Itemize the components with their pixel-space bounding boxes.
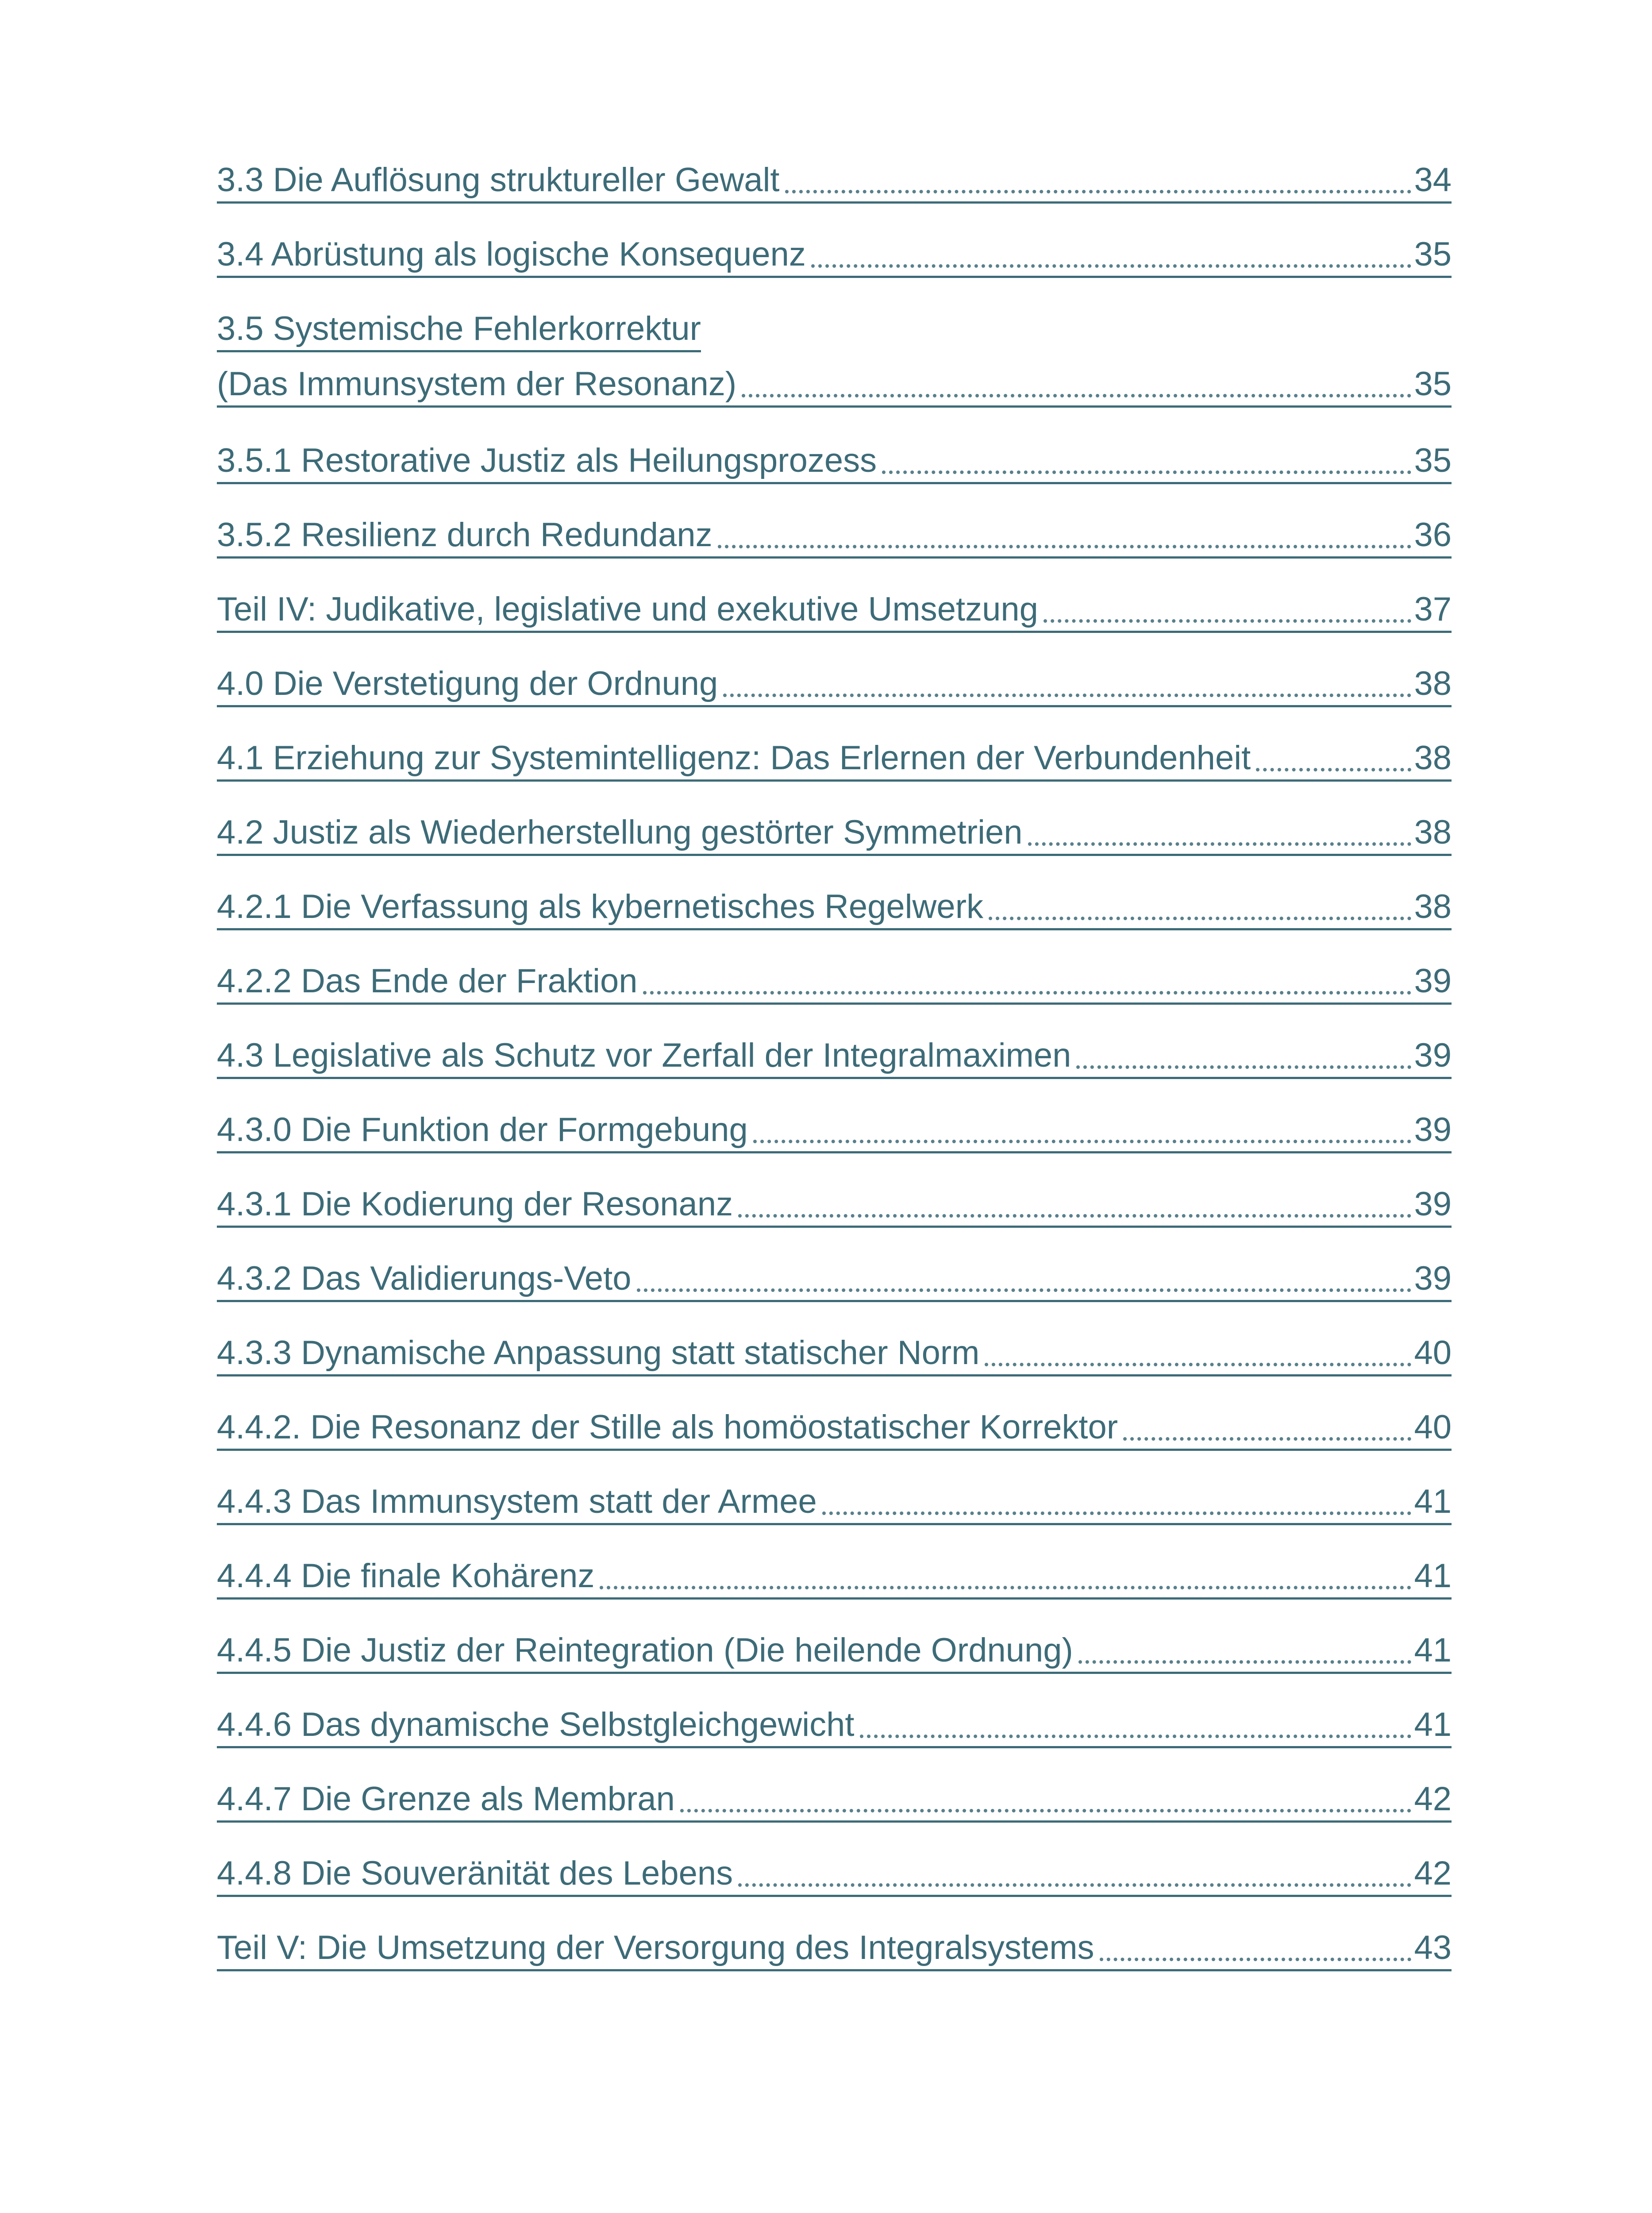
toc-entry[interactable]: [217, 306, 1452, 438]
toc-entry[interactable]: [217, 1033, 1452, 1107]
dot-leader: [643, 991, 1412, 995]
dot-leader: [753, 1140, 1412, 1143]
toc-entry-title: 4.4.3 Das Immunsystem statt der Armee: [217, 1483, 817, 1520]
toc-entry[interactable]: [217, 438, 1452, 512]
toc-entry[interactable]: [217, 586, 1452, 661]
toc-entry[interactable]: [217, 231, 1452, 306]
dot-leader: [680, 1809, 1412, 1812]
toc-entry-title: 4.4.5 Die Justiz der Reintegration (Die heilende Ordnung): [217, 1631, 1073, 1669]
toc-entry-title: 3.5.2 Resilienz durch Redundanz: [217, 516, 712, 554]
dot-leader: [860, 1735, 1412, 1738]
toc-page-number: 41: [1414, 1631, 1452, 1669]
dot-leader: [738, 1883, 1411, 1887]
toc-entry-title: Teil IV: Judikative, legislative und exekutive Umsetzung: [217, 590, 1038, 628]
toc-entry-title: 4.1 Erziehung zur Systemintelligenz: Das Erlernen der Verbundenheit: [217, 739, 1251, 777]
toc-entry[interactable]: [217, 1330, 1452, 1404]
dot-leader: [785, 190, 1412, 193]
toc-entry[interactable]: [217, 661, 1452, 735]
dot-leader: [822, 1511, 1412, 1515]
toc-page-number: 42: [1414, 1780, 1452, 1818]
dot-leader: [985, 1363, 1411, 1366]
dot-leader: [742, 394, 1411, 397]
toc-entry[interactable]: [217, 735, 1452, 810]
dot-leader: [811, 264, 1412, 268]
dot-leader: [718, 545, 1412, 548]
toc-entry-title: 3.5.1 Restorative Justiz als Heilungsprozess: [217, 442, 877, 479]
toc-page-number: 43: [1414, 1929, 1452, 1966]
toc-entry-title: 4.0 Die Verstetigung der Ordnung: [217, 665, 718, 702]
dot-leader: [1256, 768, 1411, 771]
toc-entry[interactable]: [217, 1851, 1452, 1925]
toc-entry[interactable]: [217, 1702, 1452, 1776]
toc-page-number: 39: [1414, 1185, 1452, 1223]
toc-page-number: 39: [1414, 962, 1452, 1000]
toc-page-number: 40: [1414, 1334, 1452, 1372]
toc-page-number: 35: [1414, 365, 1452, 403]
toc-entry[interactable]: [217, 1107, 1452, 1181]
toc-page-number: 35: [1414, 235, 1452, 273]
toc-entry-title: 4.2 Justiz als Wiederherstellung gestörter Symmetrien: [217, 813, 1023, 851]
toc-page-number: 38: [1414, 739, 1452, 777]
dot-leader: [989, 917, 1411, 920]
dot-leader: [1078, 1660, 1412, 1664]
dot-leader: [1028, 842, 1412, 846]
toc-entry-title: 4.3.0 Die Funktion der Formgebung: [217, 1111, 748, 1149]
toc-entry-title: 4.2.2 Das Ende der Fraktion: [217, 962, 638, 1000]
dot-leader: [637, 1288, 1412, 1292]
toc-entry[interactable]: [217, 1776, 1452, 1851]
toc-entry[interactable]: [217, 884, 1452, 958]
dot-leader: [723, 694, 1411, 697]
toc-entry-title: 3.4 Abrüstung als logische Konsequenz: [217, 235, 806, 273]
toc-entry[interactable]: [217, 1553, 1452, 1627]
table-of-contents: [217, 157, 1452, 1999]
dot-leader: [1100, 1958, 1412, 1961]
toc-entry-title: 4.3.2 Das Validierungs-Veto: [217, 1260, 632, 1297]
toc-entry[interactable]: [217, 810, 1452, 884]
toc-entry-title: 4.4.7 Die Grenze als Membran: [217, 1780, 675, 1818]
toc-page-number: 34: [1414, 161, 1452, 199]
dot-leader: [1076, 1065, 1411, 1069]
toc-entry-title: (Das Immunsystem der Resonanz): [217, 365, 737, 403]
toc-page-number: 41: [1414, 1483, 1452, 1520]
toc-entry[interactable]: [217, 1181, 1452, 1256]
toc-page-number: 38: [1414, 888, 1452, 925]
toc-page-number: 38: [1414, 813, 1452, 851]
dot-leader: [1123, 1437, 1411, 1441]
toc-entry[interactable]: [217, 512, 1452, 586]
toc-entry-title: 4.4.6 Das dynamische Selbstgleichgewicht: [217, 1706, 855, 1743]
toc-entry-title: 4.4.2. Die Resonanz der Stille als homöostatischer Korrektor: [217, 1408, 1118, 1446]
toc-entry-title: 4.2.1 Die Verfassung als kybernetisches Regelwerk: [217, 888, 984, 925]
toc-entry[interactable]: [217, 1479, 1452, 1553]
toc-page-number: 42: [1414, 1854, 1452, 1892]
toc-page-number: 37: [1414, 590, 1452, 628]
toc-page-number: 41: [1414, 1706, 1452, 1743]
toc-page-number: 39: [1414, 1260, 1452, 1297]
toc-entry[interactable]: [217, 1256, 1452, 1330]
toc-page-number: 35: [1414, 442, 1452, 479]
toc-entry[interactable]: [217, 1627, 1452, 1702]
toc-entry-title: 4.3 Legislative als Schutz vor Zerfall der Integralmaximen: [217, 1037, 1071, 1074]
dot-leader: [738, 1214, 1411, 1218]
toc-entry-title: 4.4.8 Die Souveränität des Lebens: [217, 1854, 733, 1892]
toc-entry-title: 4.3.3 Dynamische Anpassung statt statischer Norm: [217, 1334, 980, 1372]
dot-leader: [1044, 619, 1412, 623]
toc-entry[interactable]: [217, 157, 1452, 231]
toc-page-number: 39: [1414, 1037, 1452, 1074]
toc-page-number: 40: [1414, 1408, 1452, 1446]
dot-leader: [882, 470, 1411, 474]
toc-page-number: 39: [1414, 1111, 1452, 1149]
toc-page-number: 38: [1414, 665, 1452, 702]
toc-entry-title: 4.3.1 Die Kodierung der Resonanz: [217, 1185, 733, 1223]
toc-entry-title: Teil V: Die Umsetzung der Versorgung des Integralsystems: [217, 1929, 1094, 1966]
toc-entry-title: 3.3 Die Auflösung struktureller Gewalt: [217, 161, 780, 199]
toc-entry-title-line1: 3.5 Systemische Fehlerkorrektur: [217, 310, 701, 347]
toc-entry-title: 4.4.4 Die finale Kohärenz: [217, 1557, 595, 1595]
toc-page-number: 41: [1414, 1557, 1452, 1595]
toc-entry[interactable]: [217, 958, 1452, 1033]
toc-page-number: 36: [1414, 516, 1452, 554]
dot-leader: [600, 1586, 1411, 1589]
toc-entry[interactable]: [217, 1925, 1452, 1999]
toc-entry[interactable]: [217, 1404, 1452, 1479]
